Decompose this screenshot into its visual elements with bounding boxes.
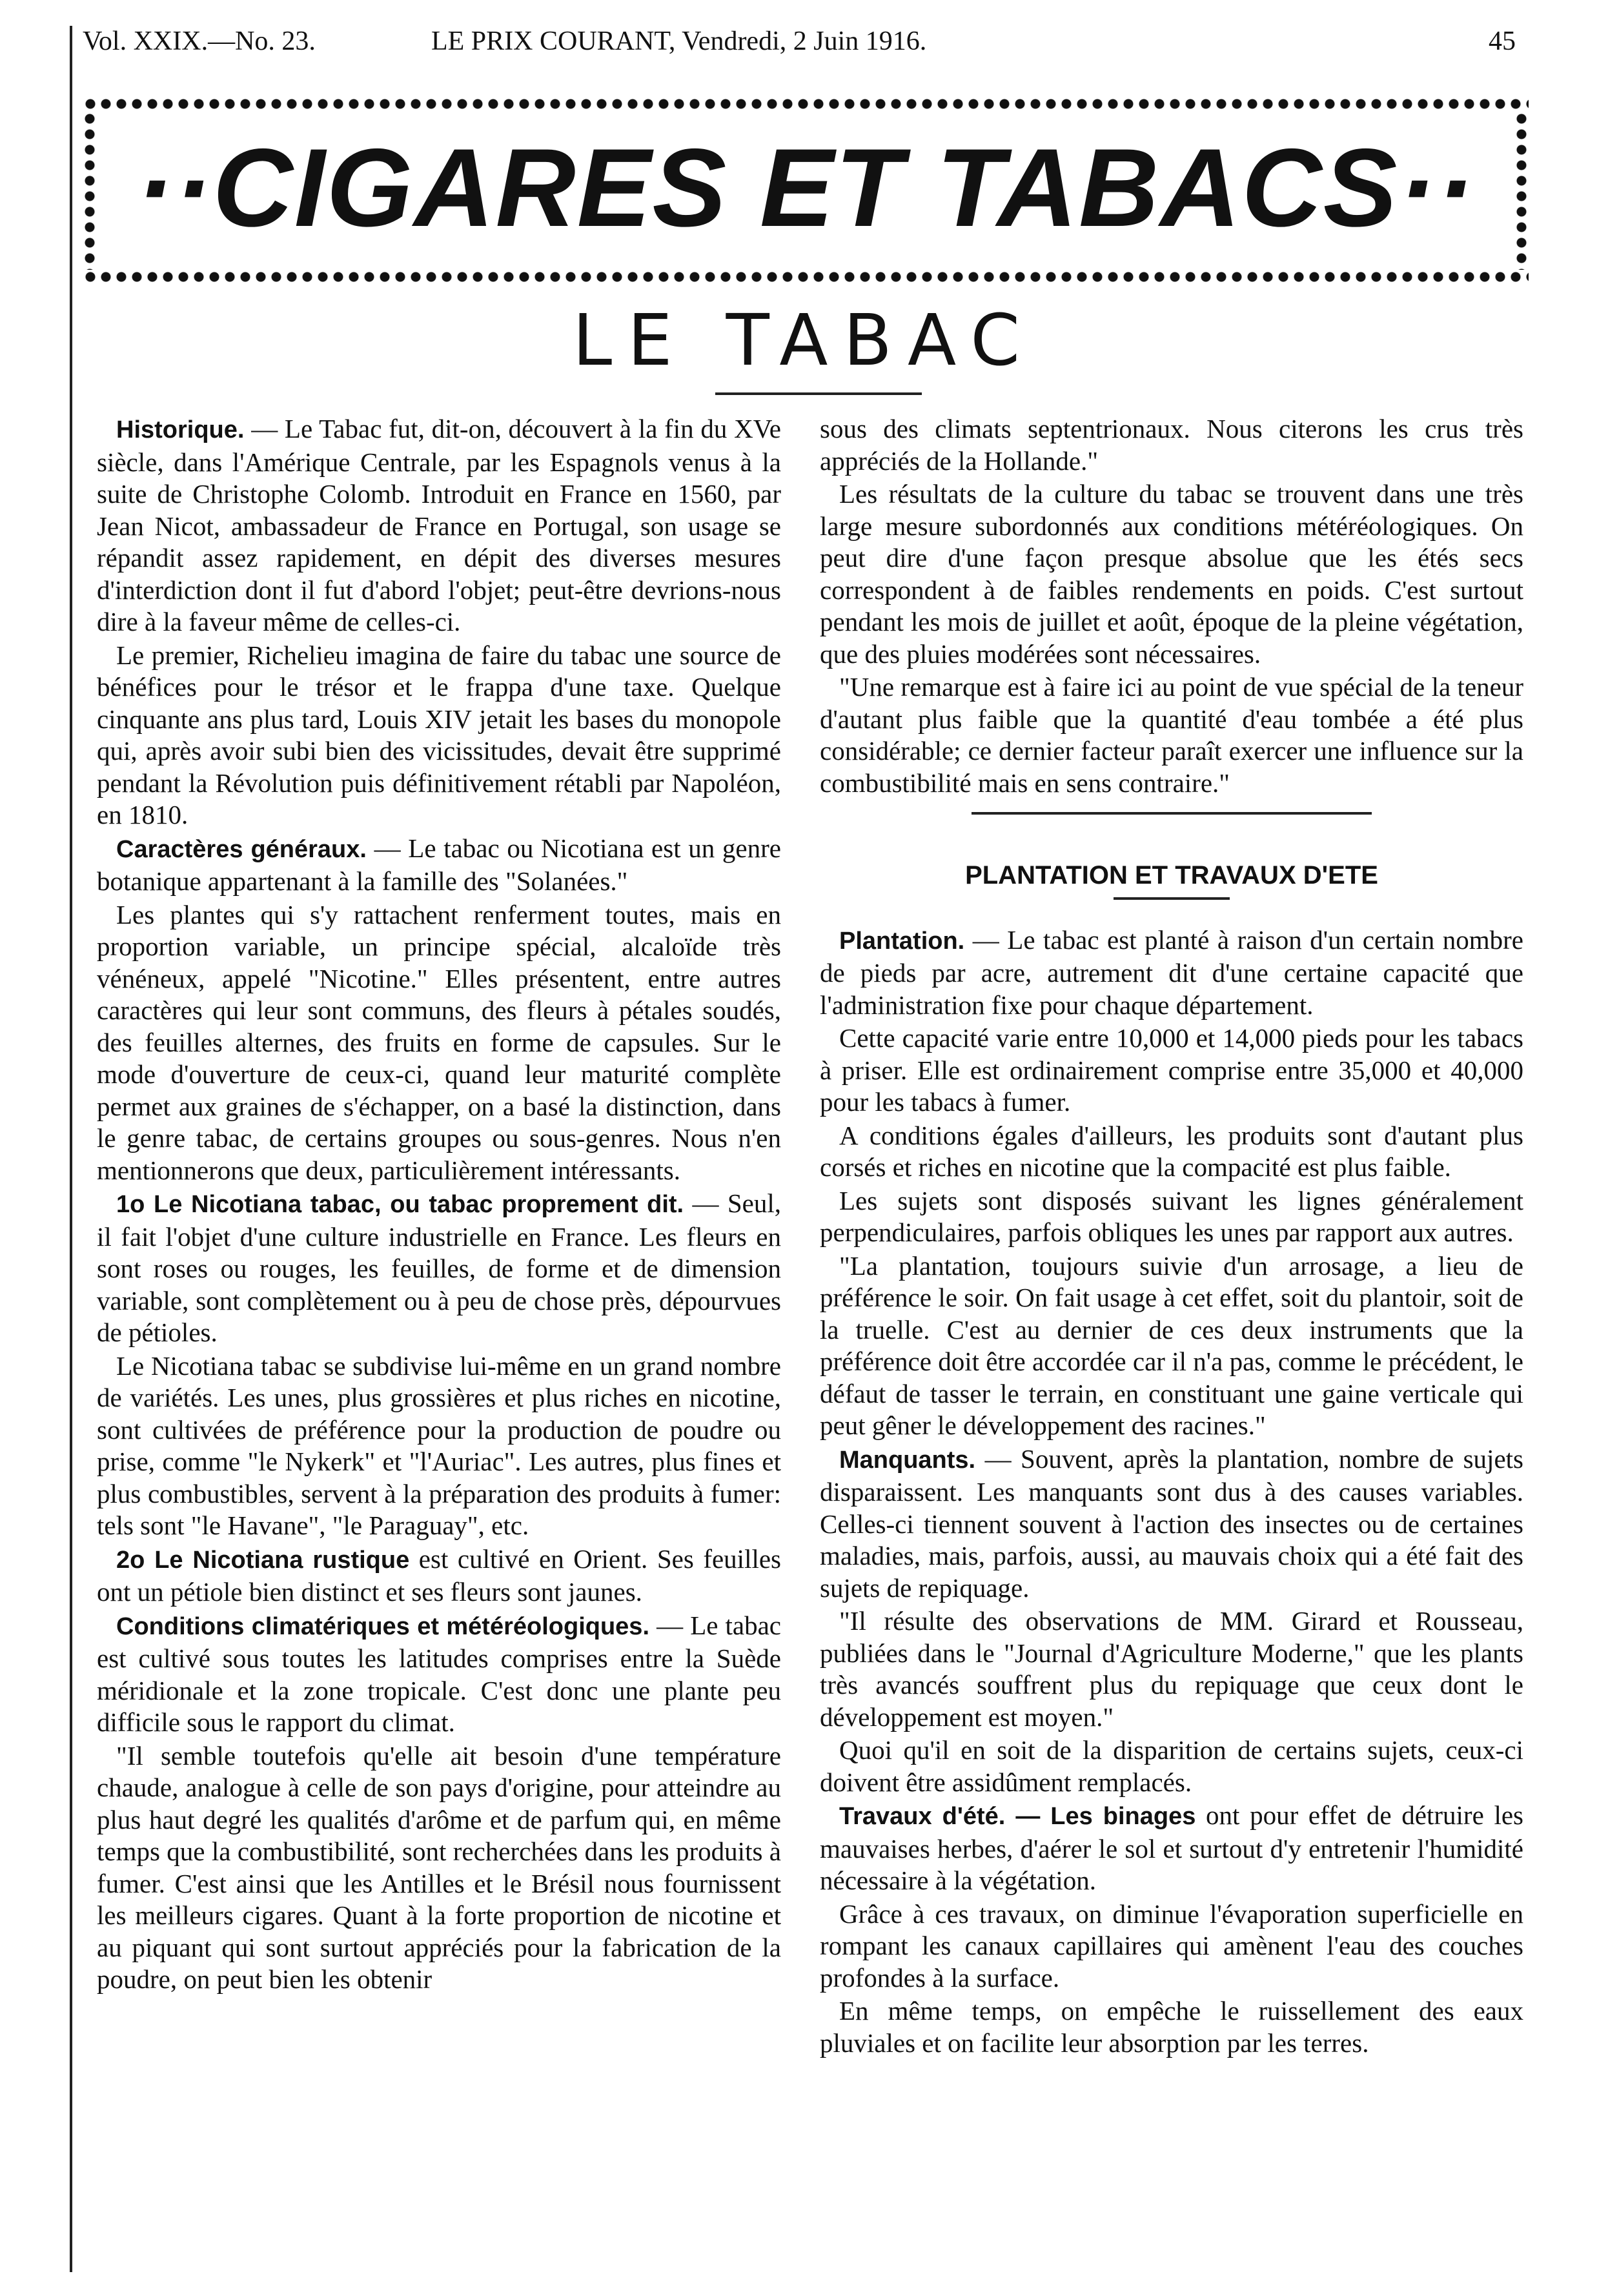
banner-border-bottom — [83, 270, 1529, 284]
paragraph — [820, 1120, 1523, 1184]
paragraph-text: est cultivé en Orient. Ses feuilles ont un pétiole bien distinct et ses fleurs sont jaunes. — [97, 1543, 782, 1607]
paragraph-text: A conditions égales d'ailleurs, les produits sont d'autant plus corsés et riches en nicotine que la compacité est plus faible. — [820, 1120, 1523, 1182]
paragraph — [97, 1350, 781, 1542]
paragraph-text: Les résultats de la culture du tabac se trouvent dans une très large mesure subordonnés aux conditions météréologiques. On peut dire d'une façon presque absolue que les étés secs correspondent à de faibles rendements en poids. C'est surtout pendant les mois de juillet et août, époque de la pleine végétation, que des pluies modérées sont nécessaires. — [820, 479, 1523, 669]
paragraph-lead: Conditions climatériques et météréologiques. — [116, 1612, 650, 1640]
paragraph-text: Quoi qu'il en soit de la disparition de certains sujets, ceux-ci doivent être assidûment remplacés. — [820, 1735, 1523, 1797]
paragraph-text: "Il semble toutefois qu'elle ait besoin d'une température chaude, analogue à celle de son pays d'origine, pour atteindre au plus haut degré les qualités d'arôme et de parfum qui, en même temps que la combustibilité, sont recherchées dans les produits à fumer. C'est ainsi que les Antilles et le Brésil nous fournissent les meilleurs cigares. Quant à la forte proportion de nicotine et au piquant qui sont surtout appréciés pour la fabrication de la poudre, on peut bien les obtenir — [97, 1740, 781, 1994]
paragraph-text: "La plantation, toujours suivie d'un arrosage, a lieu de préférence le soir. On fait usage à cet effet, soit du plantoir, soit de la truelle. C'est au dernier de ces deux instruments que la préférence doit être accordée car il n'a pas, comme le précédent, le défaut de tasser le terrain, en constituant une gaine verticale qui peut gêner le développement des racines." — [820, 1250, 1523, 1440]
paragraph — [97, 640, 781, 831]
paragraph — [97, 413, 781, 638]
paragraph-lead: Plantation. — [839, 927, 965, 955]
paragraph-text: "Une remarque est à faire ici au point de vue spécial de la teneur d'autant plus faible que la quantité d'eau tombée a été plus considérable; ce dernier facteur paraît exercer une influence sur la combustibilité mais en sens contraire." — [820, 672, 1523, 798]
paragraph — [820, 1605, 1523, 1733]
section-banner — [83, 97, 1529, 284]
column-divider — [972, 812, 1372, 815]
paragraph — [820, 924, 1523, 1022]
paragraph-text: sous des climats septentrionaux. Nous citerons les crus très appréciés de la Hollande." — [820, 414, 1523, 476]
right-column-top — [820, 413, 1523, 799]
article-title: LE TABAC — [572, 299, 1036, 381]
banner-border-left — [83, 111, 97, 270]
paragraph — [97, 1610, 781, 1739]
paragraph — [97, 833, 781, 898]
section-rule — [1114, 897, 1230, 900]
paragraph — [820, 1185, 1523, 1249]
right-column-bottom — [820, 924, 1523, 2060]
paragraph — [97, 1740, 781, 1996]
right-column — [820, 413, 1523, 2060]
volume-number: Vol. XXIX.—No. 23. — [83, 26, 316, 56]
banner-title: ··CIGARES ET TABACS·· — [136, 126, 1475, 250]
paragraph-lead: Caractères généraux. — [116, 835, 367, 863]
paragraph-text: Les plantes qui s'y rattachent renferment toutes, mais en proportion variable, un principe spécial, alcaloïde très vénéneux, appelé "Nicotine." Elles présentent, entre autres caractères qui leur sont communs, des fleurs à pétales soudés, des feuilles alternes, des fruits en forme de capsules. Sur le mode d'ouverture de ceux-ci, quand leur maturité complète permet aux graines de s'échapper, on a basé la distinction, dans le genre tabac, de certains groupes ou sous-genres. Nous n'en mentionnerons que deux, particulièrement intéressants. — [97, 899, 781, 1185]
paragraph — [820, 1734, 1523, 1798]
paragraph-text: Le premier, Richelieu imagina de faire du tabac une source de bénéfices pour le trésor et le frappa d'une taxe. Quelque cinquante ans plus tard, Louis XIV jetait les bases du monopole qui, après avoir subi bien des vicissitudes, devait être supprimé pendant la Révolution puis définitivement rétabli par Napoléon, en 1810. — [97, 640, 781, 829]
section-heading: PLANTATION ET TRAVAUX D'ETE — [965, 861, 1378, 889]
paragraph-lead: Travaux d'été. — Les binages — [839, 1803, 1196, 1830]
paragraph-text: "Il résulte des observations de MM. Girard et Rousseau, publiées dans le "Journal d'Agriculture Moderne," que les plants très avancés souffrent plus du repiquage que ceux dont le développement est moyen." — [820, 1606, 1523, 1732]
banner-border-right — [1514, 111, 1529, 270]
paragraph — [820, 1995, 1523, 2059]
paragraph-text: — Souvent, après la plantation, nombre de sujets disparaissent. Les manquants sont dus à des causes variables. Celles-ci tiennent souvent à l'action des insectes ou de certaines maladies, mais, parfois, aussi, au mauvais choix qui a été fait des sujets de repiquage. — [820, 1443, 1523, 1603]
page-number: 45 — [1489, 26, 1516, 56]
paragraph-text: Cette capacité varie entre 10,000 et 14,000 pieds pour les tabacs à priser. Elle est ordinairement comprise entre 35,000 et 40,000 pour les tabacs à fumer. — [820, 1023, 1523, 1117]
banner-border-top — [83, 97, 1529, 111]
paragraph-text: Les sujets sont disposés suivant les lignes généralement perpendiculaires, parfois obliques les unes par rapport aux autres. — [820, 1185, 1523, 1247]
paragraph — [97, 1543, 781, 1609]
paragraph-lead: Manquants. — [839, 1446, 976, 1474]
paragraph — [97, 899, 781, 1187]
title-rule — [715, 392, 922, 395]
paragraph-text: — Le Tabac fut, dit-on, découvert à la fin du XVe siècle, dans l'Amérique Centrale, par les Espagnols venus à la suite de Christophe Colomb. Introduit en France en 1560, par Jean Nicot, ambassadeur de France en Portugal, son usage se répandit assez rapidement, en dépit des diverses mesures d'interdiction dont il fut d'abord l'objet; peut-être devrions-nous dire à la faveur même de celles-ci. — [97, 414, 781, 636]
paragraph-text: — Seul, il fait l'objet d'une culture industrielle en France. Les fleurs en sont roses ou rouges, les feuilles, de forme et de dimension variable, sont complètement ou à peu de chose près, dépourvues de pétioles. — [97, 1188, 781, 1347]
paragraph-text: Grâce à ces travaux, on diminue l'évaporation superficielle en rompant les canaux capillaires qui amènent l'eau des couches profondes à la surface. — [820, 1898, 1523, 1993]
publication-line: LE PRIX COURANT, Vendredi, 2 Juin 1916. — [431, 26, 927, 56]
paragraph — [820, 1022, 1523, 1119]
paragraph — [97, 1188, 781, 1349]
paragraph-text: — Le tabac ou Nicotiana est un genre botanique appartenant à la famille des "Solanées." — [97, 833, 781, 896]
paragraph — [820, 413, 1523, 477]
paragraph — [820, 671, 1523, 799]
paragraph — [820, 1443, 1523, 1605]
paragraph-text: — Le tabac est cultivé sous toutes les latitudes comprises entre la Suède méridionale et la zone tropicale. C'est donc une plante peu difficile sous le rapport du climat. — [97, 1610, 781, 1737]
paragraph-lead: Historique. — [116, 416, 245, 443]
page-header — [83, 26, 1516, 71]
paragraph-text: En même temps, on empêche le ruissellement des eaux pluviales et on facilite leur absorption par les terres. — [820, 1996, 1523, 2058]
paragraph — [820, 1250, 1523, 1442]
paragraph — [820, 478, 1523, 670]
paragraph — [820, 1898, 1523, 1995]
paragraph-lead: 1o Le Nicotiana tabac, ou tabac proprement dit. — [116, 1191, 684, 1218]
paragraph-text: — Le tabac est planté à raison d'un certain nombre de pieds par acre, autrement dit d'une certaine capacité que l'administration fixe pour chaque département. — [820, 924, 1523, 1020]
paragraph-lead: 2o Le Nicotiana rustique — [116, 1546, 410, 1574]
left-column — [97, 413, 781, 1997]
paragraph — [820, 1800, 1523, 1897]
paragraph-text: ont pour effet de détruire les mauvaises herbes, d'aérer le sol et surtout d'y entretenir l'humidité nécessaire à la végétation. — [820, 1800, 1523, 1895]
paragraph-text: Le Nicotiana tabac se subdivise lui-même en un grand nombre de variétés. Les unes, plus grossières et plus riches en nicotine, sont cultivées de préférence pour la production de poudre ou prise, comme "le Nykerk" et "l'Auriac". Les autres, plus fines et plus combustibles, servent à la préparation des produits à fumer: tels sont "le Havane", "le Paraguay", etc. — [97, 1350, 781, 1540]
